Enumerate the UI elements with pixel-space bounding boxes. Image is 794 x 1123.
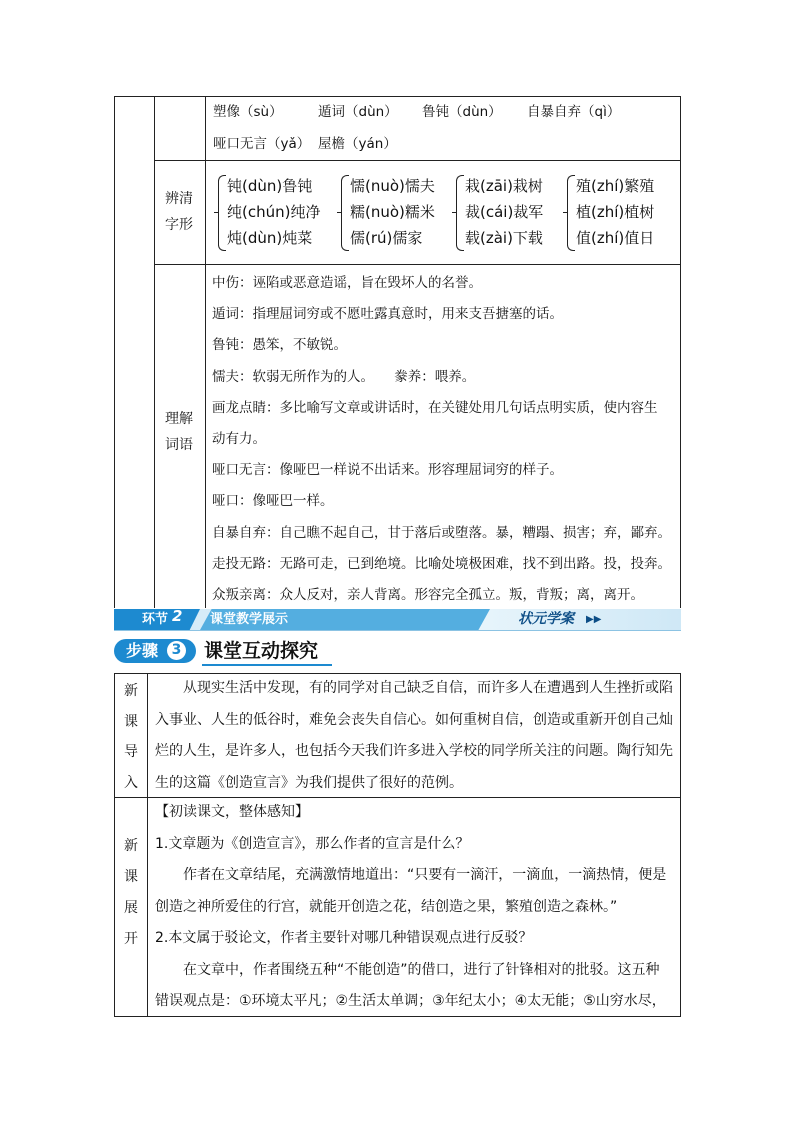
- char-item: 载(zài)下载: [465, 229, 543, 247]
- table1-col1-border: [154, 96, 155, 608]
- intro-line: 从现实生活中发现，有的同学对自己缺乏自信，而许多人在遭遇到人生挫折或陷: [155, 680, 673, 696]
- pron-item: 自暴自弃（qì）: [527, 104, 621, 120]
- expand-line: 在文章中，作者围绕五种“不能创造”的借口，进行了针锋相对的批驳。这五种: [155, 961, 660, 978]
- char-item: 纯(chún)纯净: [227, 203, 321, 221]
- definition-line: 画龙点睛：多比喻写文章或讲话时，在关键处用几句话点明实质，使内容生: [212, 399, 658, 416]
- brace: [214, 212, 218, 213]
- expand-line: 错误观点是：①环境太平凡；②生活太单调；③年纪太小；④太无能；⑤山穷水尽，: [155, 993, 666, 1009]
- char-item: 糯(nuò)糯米: [350, 203, 435, 221]
- definition-line: 哑口：像哑巴一样。: [212, 493, 334, 510]
- table1-row-divider: [154, 264, 681, 265]
- definition-line: 懦夫：软弱无所作为的人。 豢养：喂养。: [212, 368, 476, 385]
- char-item: 懦(nuò)懦夫: [350, 177, 435, 195]
- table1-left-border: [114, 96, 115, 608]
- definition-line: 众叛亲离：众人反对，亲人背离。形容完全孤立。叛，背叛；离，离开。: [212, 587, 644, 604]
- intro-line: 烂的人生，是许多人，也包括今天我们许多进入学校的同学所关注的问题。陶行知先: [155, 743, 673, 759]
- definition-line: 动有力。: [212, 431, 266, 448]
- brace: [456, 175, 464, 251]
- expand-line: 作者在文章结尾，充满激情地道出：“只要有一滴汗，一滴血，一滴热情，便是: [155, 867, 667, 883]
- intro-text: [155, 673, 673, 799]
- char-item: 儒(rú)儒家: [350, 229, 423, 247]
- brace: [341, 175, 349, 251]
- step-heading: [114, 637, 334, 665]
- definition-line: 中伤：诬陷或恶意造谣，旨在毁坏人的名誉。: [212, 275, 482, 291]
- char-item: 裁(cái)裁军: [465, 203, 544, 221]
- table2-left-border: [114, 673, 115, 1017]
- table1-row-divider: [154, 160, 681, 161]
- step-number: 3: [167, 641, 186, 660]
- pron-item: 塑像（sù）: [213, 104, 283, 120]
- table2-col-border: [147, 673, 148, 1017]
- banner-number: 2: [172, 607, 183, 625]
- definition-line: 遁词：指理屈词穷或不愿吐露真意时，用来支吾搪塞的话。: [212, 306, 563, 323]
- double-arrow-icon: ▶▶: [586, 614, 602, 625]
- definition-line: 哑口无言：像哑巴一样说不出话来。形容理屈词穷的样子。: [212, 462, 563, 479]
- brace: [567, 175, 575, 251]
- expand-text: [155, 797, 666, 1018]
- section-banner: [114, 609, 681, 631]
- expand-line: 创造之神所爱住的行宫，就能开创造之花，结创造之果，繁殖创造之森林。”: [155, 898, 618, 915]
- definition-line: 自暴自弃：自己瞧不起自己，甘于落后或堕落。暴，糟蹋、损害；弃，鄙弃。: [212, 524, 671, 541]
- pron-item: 屋檐（yán）: [318, 136, 397, 152]
- pron-item: 哑口无言（yǎ）: [213, 136, 311, 152]
- banner-huanjie: 环节: [142, 612, 169, 627]
- pron-item: 遁词（dùn）: [318, 104, 398, 120]
- expand-line: 1.文章题为《创造宣言》，那么作者的宣言是什么？: [155, 835, 470, 852]
- intro-line: 入事业、人生的低谷时，难免会丧失自信心。如何重树自信，创造或重新开创自己灿: [155, 711, 673, 728]
- char-item: 炖(dùn)炖菜: [227, 229, 313, 247]
- definition-line: 走投无路：无路可走，已到绝境。比喻处境极困难，找不到出路。投，投奔。: [212, 555, 671, 572]
- char-item: 植(zhí)植树: [576, 203, 655, 221]
- definitions-list: [212, 268, 671, 611]
- table1-col2-border: [205, 96, 206, 608]
- bianqing-label: 辨清字形: [165, 191, 193, 233]
- table1-top-border: [114, 96, 681, 97]
- char-item: 钝(dùn)鲁钝: [227, 177, 313, 195]
- banner-title: 课堂教学展示: [210, 612, 289, 627]
- brace: [563, 212, 567, 213]
- table2-right-border: [680, 673, 681, 1017]
- brace: [218, 175, 226, 251]
- lijie-label: 理解词语: [165, 411, 193, 453]
- char-item: 栽(zāi)栽树: [465, 177, 543, 195]
- step-title: 课堂互动探究: [204, 640, 319, 662]
- table1-right-border: [680, 96, 681, 608]
- char-item: 殖(zhí)繁殖: [576, 177, 655, 195]
- char-item: 值(zhí)值日: [576, 229, 655, 247]
- banner-right-label: 状元学案: [518, 611, 574, 627]
- intro-label: 新课导入: [124, 683, 138, 791]
- expand-label: 新课展开: [124, 838, 138, 947]
- expand-line: 2.本文属于驳论文，作者主要针对哪几种错误观点进行反驳？: [155, 930, 533, 946]
- step-label: 步骤: [126, 641, 159, 660]
- intro-line: 生的这篇《创造宣言》为我们提供了很好的范例。: [155, 774, 463, 791]
- brace: [337, 212, 341, 213]
- expand-line: 【初读课文，整体感知】: [155, 804, 309, 820]
- brace: [452, 212, 456, 213]
- definition-line: 鲁钝：愚笨，不敏锐。: [212, 337, 347, 354]
- pron-item: 鲁钝（dùn）: [422, 104, 502, 120]
